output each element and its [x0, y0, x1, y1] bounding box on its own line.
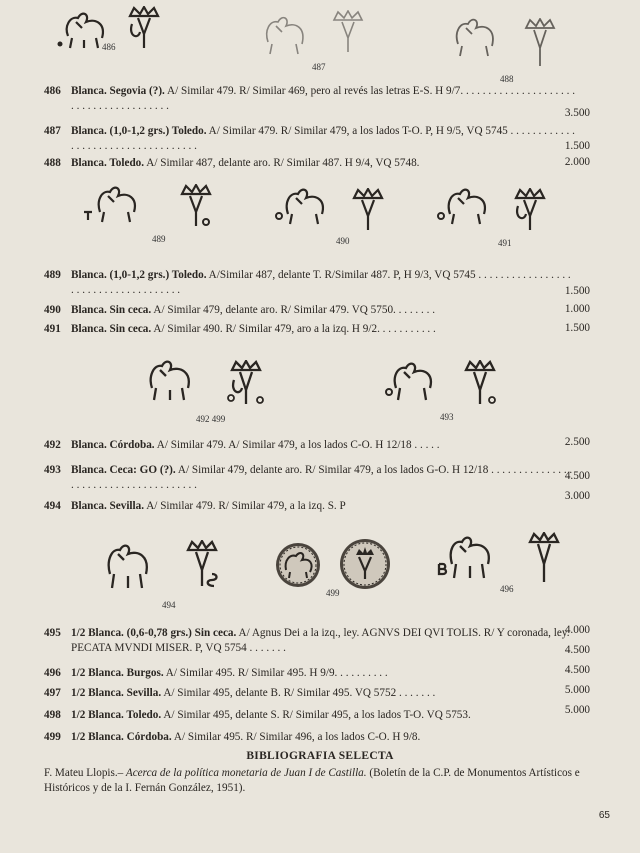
catalog-entry [44, 666, 604, 682]
catalog-entry [44, 499, 604, 515]
figure-label: 491 [498, 238, 512, 248]
catalog-entry [44, 156, 604, 172]
catalog-entry [44, 730, 604, 746]
entry-number: 491 [44, 323, 61, 335]
entry-name: Blanca. (1,0-1,2 grs.) Toledo. [71, 269, 207, 281]
coin-drawing-494-reverse [182, 540, 224, 592]
entry-price: 5.000 [564, 684, 590, 696]
entry-number: 494 [44, 500, 61, 512]
coin-drawing-488-reverse [520, 18, 560, 74]
entry-number: 492 [44, 439, 61, 451]
bibliography-details: (Boletín de la C.P. de Monumentos Artísticos e Históricos y de la I. Fernán González, 1951). [44, 767, 580, 794]
entry-name: Blanca. Toledo. [71, 157, 145, 169]
catalog-entry [44, 268, 604, 298]
entry-name: Blanca. (1,0-1,2 grs.) Toledo. [71, 125, 207, 137]
entry-price: 4.500 [564, 664, 590, 676]
figure-label: 494 [162, 600, 176, 610]
entry-number: 496 [44, 667, 61, 679]
coin-drawing-491-obverse [436, 184, 496, 230]
coin-drawing-496-obverse [436, 532, 500, 584]
coin-drawing-487-obverse [258, 12, 314, 58]
entry-price: 5.000 [564, 704, 590, 716]
entry-number: 490 [44, 304, 61, 316]
catalog-entry [44, 438, 604, 454]
figure-label: 496 [500, 584, 514, 594]
coin-drawing-490-reverse [348, 188, 388, 236]
entry-description: A/ Similar 495. R/ Similar 495. H 9/9. . . . . . . . . . [163, 667, 388, 679]
coin-drawing-490-obverse [274, 184, 334, 230]
bibliography-heading: BIBLIOGRAFIA SELECTA [246, 750, 394, 762]
coin-drawing-486-reverse [124, 6, 164, 52]
entry-price: 1.500 [564, 140, 590, 152]
figure-label: 489 [152, 234, 166, 244]
entry-number: 486 [44, 85, 61, 97]
entry-description: A/ Similar 479, delante aro. R/ Similar 479. VQ 5750. . . . . . . . [151, 304, 435, 316]
entry-number: 498 [44, 709, 61, 721]
entry-name: 1/2 Blanca. (0,6-0,78 grs.) Sin ceca. [71, 627, 237, 639]
coin-drawing-493-reverse [460, 360, 500, 410]
page-number: 65 [598, 810, 610, 821]
entry-name: 1/2 Blanca. Burgos. [71, 667, 164, 679]
coin-drawing-487-reverse [328, 10, 368, 58]
figure-label: 487 [312, 62, 326, 72]
entry-name: 1/2 Blanca. Toledo. [71, 709, 162, 721]
entry-price: 4.000 [564, 624, 590, 636]
entry-number: 487 [44, 125, 61, 137]
bibliography-author: F. Mateu Llopis.– [44, 767, 124, 779]
entry-price: 4.500 [564, 644, 590, 656]
catalog-entry [44, 626, 604, 658]
entry-description: A/ Similar 487, delante aro. R/ Similar 487. H 9/4, VQ 5748. [144, 157, 420, 169]
coin-drawing-493-obverse [384, 358, 440, 406]
entry-description: A/ Similar 479. A/ Similar 479, a los lados C-O. H 12/18 . . . . . [154, 439, 440, 451]
entry-number: 497 [44, 687, 61, 699]
coin-drawing-492-obverse [142, 356, 204, 406]
figure-label: 488 [500, 74, 514, 84]
catalog-entry [44, 463, 604, 493]
entry-name: Blanca. Sin ceca. [71, 304, 152, 316]
coin-drawing-488-obverse [448, 14, 506, 60]
entry-name: 1/2 Blanca. Córdoba. [71, 731, 172, 743]
entry-description: A/ Similar 490. R/ Similar 479, aro a la izq. H 9/2. . . . . . . . . . . [151, 323, 436, 335]
entry-number: 495 [44, 627, 61, 639]
entry-price: 4.500 [564, 470, 590, 482]
coin-drawing-492-reverse [226, 360, 268, 410]
catalog-entry [44, 303, 604, 319]
entry-price: 2.500 [564, 436, 590, 448]
entry-name: Blanca. Córdoba. [71, 439, 155, 451]
bibliography-title: Acerca de la política monetaria de Juan I de Castilla. [123, 767, 367, 779]
coin-drawing-489-obverse [82, 182, 146, 228]
entry-description: A/Similar 487, delante T. R/Similar 487. P, H 9/3, VQ 5745 . . . . . . . . . . . . . . . . . . . . . . . . . . . . . . . . . . . . . [71, 269, 571, 296]
entry-number: 499 [44, 731, 61, 743]
coin-photo-499-reverse [334, 535, 396, 593]
entry-description: A/ Similar 495. R/ Similar 496, a los lados C-O. H 9/8. [171, 731, 421, 743]
entry-price: 3.000 [564, 490, 590, 502]
entry-description: A/ Similar 495, delante B. R/ Similar 495. VQ 5752 . . . . . . . [161, 687, 436, 699]
coin-drawing-491-reverse [510, 188, 550, 238]
entry-description: A/ Similar 479, delante aro. R/ Similar 479, a los lados G-O. H 12/18 . . . . . . . . . . . . . . . . . . . . . . . . . . . . . . . . . . . . . . [71, 464, 573, 491]
figure-label: 499 [326, 588, 340, 598]
catalog-entry [44, 84, 604, 114]
entry-description: A/ Similar 495, delante S. R/ Similar 495, a los lados T-O. VQ 5753. [161, 709, 471, 721]
entry-number: 489 [44, 269, 61, 281]
figure-label: 492 499 [196, 414, 226, 424]
entry-number: 488 [44, 157, 61, 169]
coin-drawing-496-reverse [524, 532, 564, 588]
coin-drawing-494-obverse [104, 540, 158, 592]
entry-name: Blanca. Ceca: GO (?). [71, 464, 176, 476]
entry-name: Blanca. Sevilla. [71, 500, 145, 512]
entry-description: A/ Agnus Dei a la izq., ley. AGNVS DEI QVI TOLIS. R/ Y coronada, ley. PECATA MVNDI MISER. P, VQ 5754 . . . . . . . [71, 627, 570, 654]
catalog-entry [44, 124, 604, 154]
coin-photo-499-obverse [268, 540, 328, 590]
entry-price: 2.000 [564, 156, 590, 168]
figure-label: 493 [440, 412, 454, 422]
entry-price: 1.000 [564, 303, 590, 315]
figure-label: 490 [336, 236, 350, 246]
entry-description: A/ Similar 479. R/ Similar 479, a los lados T-O. P, H 9/5, VQ 5745 . . . . . . . . . . . . . . . . . . . . . . . . . . . . . . . . . . . [71, 125, 575, 152]
entry-price: 1.500 [564, 322, 590, 334]
entry-price: 3.500 [564, 107, 590, 119]
entry-description: A/ Similar 479. R/ Similar 479, a la izq. S. P [144, 500, 346, 512]
catalog-entry [44, 708, 604, 724]
figure-label: 486 [102, 42, 116, 52]
coin-drawing-489-reverse [176, 184, 216, 232]
entry-number: 493 [44, 464, 61, 476]
entry-name: Blanca. Segovia (?). [71, 85, 165, 97]
entry-description: A/ Similar 479. R/ Similar 469, pero al revés las letras E-S. H 9/7. . . . . . . . . . . . . . . . . . . . . . . . . . . . . . . . . . . . . . . [71, 85, 576, 112]
bibliography-entry [44, 766, 604, 796]
catalog-entry [44, 322, 604, 338]
entry-price: 1.500 [564, 285, 590, 297]
catalog-entry [44, 686, 604, 702]
entry-name: Blanca. Sin ceca. [71, 323, 152, 335]
entry-name: 1/2 Blanca. Sevilla. [71, 687, 162, 699]
